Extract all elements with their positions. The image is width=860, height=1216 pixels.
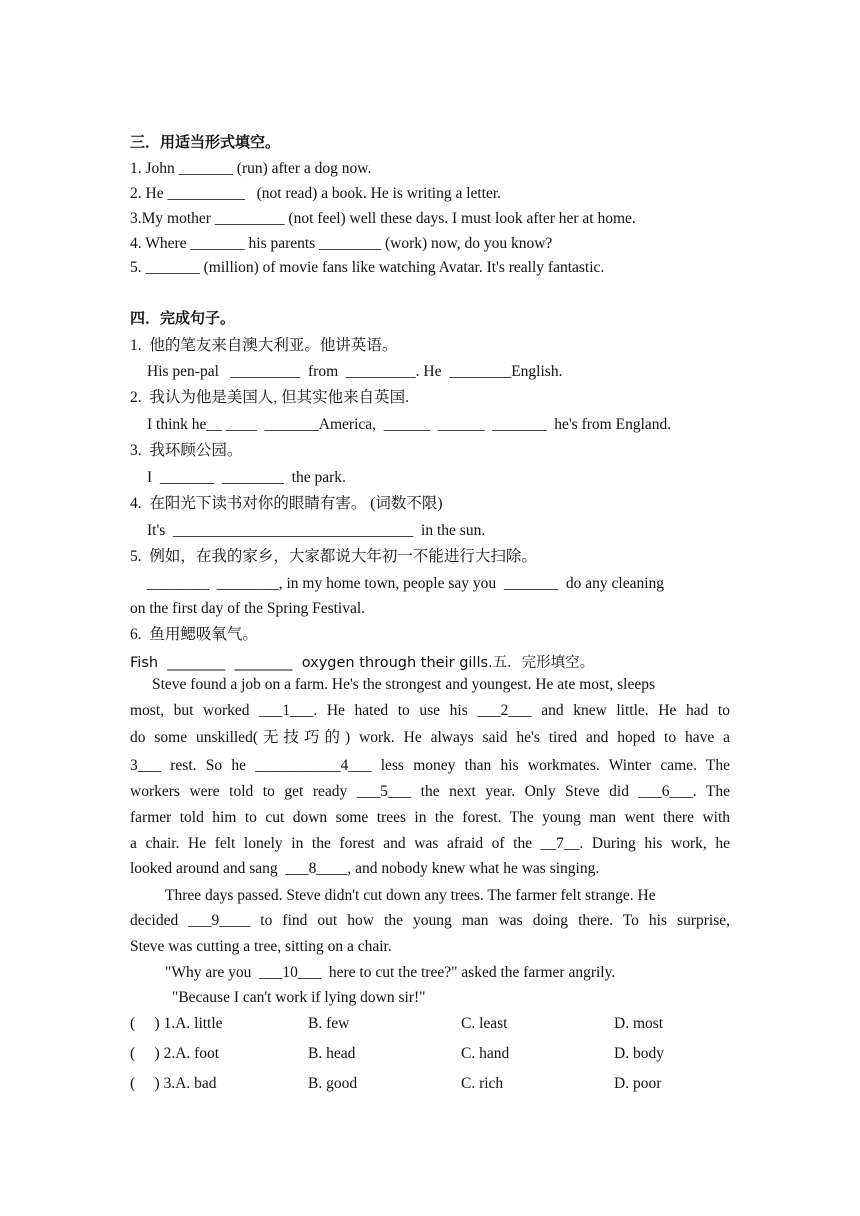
passage-p1-line3: do some unskilled(无技巧的) work. He always said he's tired and hoped to have a <box>130 729 730 746</box>
section4-q2-english: I think he__ ____ _______America, ______ ______ _______ he's from England. <box>147 416 672 433</box>
section3-question-3: 3.My mother _________ (not feel) well these days. I must look after her at home. <box>130 210 636 227</box>
passage-p1-line4: 3___ rest. So he ___________4___ less money than his workmates. Winter came. The <box>130 757 730 774</box>
passage-p1-line6: farmer told him to cut down some trees in the forest. The young man went there with <box>130 809 730 826</box>
section4-q1-chinese: 1. 他的笔友来自澳大利亚。他讲英语。 <box>130 337 398 354</box>
section4-q5-english-line2: on the first day of the Spring Festival. <box>130 600 366 617</box>
option-row-3-d: D. poor <box>614 1075 662 1092</box>
section4-q2-chinese: 2. 我认为他是美国人, 但其实他来自英国. <box>130 389 410 406</box>
section4-q4-english: It's _______________________________ in the sun. <box>147 522 486 539</box>
passage-p2-line2: decided ___9____ to find out how the young man was doing there. To his surprise, <box>130 912 730 929</box>
option-row-1-d: D. most <box>614 1015 664 1032</box>
passage-p2-line1: Three days passed. Steve didn't cut down any trees. The farmer felt strange. He <box>165 887 656 904</box>
section4-q5-chinese: 5. 例如，在我的家乡，大家都说大年初一不能进行大扫除。 <box>130 548 537 565</box>
option-row-2-question: ( ) 2.A. foot <box>130 1045 220 1062</box>
option-row-2-b: B. head <box>308 1045 356 1062</box>
section4-q4-chinese: 4. 在阳光下读书对你的眼睛有害。 (词数不限) <box>130 495 443 512</box>
section4-q5-english-line1: ________ ________, in my home town, people say you _______ do any cleaning <box>147 575 665 592</box>
option-row-2-d: D. body <box>614 1045 664 1062</box>
section3-question-1: 1. John _______ (run) after a dog now. <box>130 160 372 177</box>
passage-p2-line3: Steve was cutting a tree, sitting on a chair. <box>130 938 392 955</box>
passage-p1-line5: workers were told to get ready ___5___ the next year. Only Steve did ___6___. The <box>130 783 730 800</box>
option-row-2-c: C. hand <box>461 1045 510 1062</box>
section4-q3-chinese: 3. 我环顾公园。 <box>130 442 243 459</box>
section4-q1-english: His pen-pal _________ from _________. He ________English. <box>147 363 563 380</box>
option-row-1-question: ( ) 1.A. little <box>130 1015 223 1032</box>
option-row-3-b: B. good <box>308 1075 358 1092</box>
section3-question-5: 5. _______ (million) of movie fans like watching Avatar. It's really fantastic. <box>130 259 605 276</box>
option-row-3-question: ( ) 3.A. bad <box>130 1075 217 1092</box>
passage-p1-line7: a chair. He felt lonely in the forest and was afraid of the __7__. During his work, he <box>130 835 730 852</box>
section3-heading: 三．用适当形式填空。 <box>130 133 281 151</box>
section3-question-2: 2. He __________ (not read) a book. He is writing a letter. <box>130 185 502 202</box>
passage-p1-line1: Steve found a job on a farm. He's the strongest and youngest. He ate most, sleeps <box>152 676 655 693</box>
option-row-1-c: C. least <box>461 1015 508 1032</box>
option-row-1-b: B. few <box>308 1015 350 1032</box>
section3-question-4: 4. Where _______ his parents ________ (work) now, do you know? <box>130 235 553 252</box>
passage-p4: "Because I can't work if lying down sir!" <box>172 989 426 1006</box>
passage-p1-line8: looked around and sang ___8____, and nobody knew what he was singing. <box>130 860 600 877</box>
section4-q3-english: I _______ ________ the park. <box>147 469 346 486</box>
passage-p3: "Why are you ___10___ here to cut the tree?" asked the farmer angrily. <box>165 964 616 981</box>
section4-heading: 四．完成句子。 <box>130 309 236 327</box>
section4-q6-chinese: 6. 鱼用鳃吸氧气。 <box>130 626 258 643</box>
option-row-3-c: C. rich <box>461 1075 504 1092</box>
passage-p1-line2: most, but worked ___1___. He hated to use his ___2___ and knew little. He had to <box>130 702 730 719</box>
section4-q6-english-and-section5-heading: Fish ________ ________ oxygen through their gills.五．完形填空。 <box>130 655 595 671</box>
